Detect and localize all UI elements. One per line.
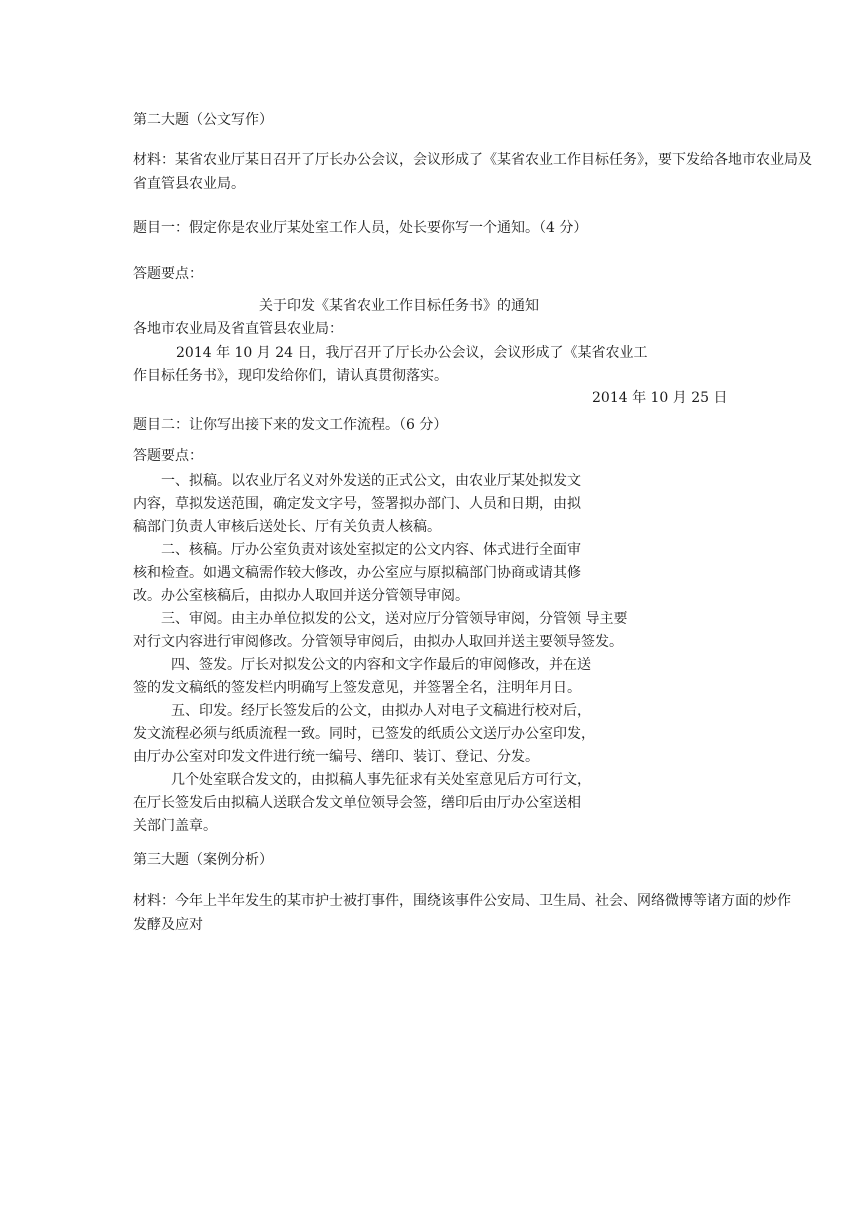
process-line: 签的发文稿纸的签发栏内明确写上签发意见，并签署全名，注明年月日。 bbox=[133, 680, 581, 696]
process-line: 四、签发。厅长对拟发公文的内容和文字作最后的审阅修改，并在送 bbox=[171, 657, 591, 673]
answer-label-1: 答题要点： bbox=[133, 266, 203, 282]
process-line: 一、拟稿。以农业厅名义对外发送的正式公文，由农业厅某处拟发文 bbox=[161, 473, 581, 489]
section-2-heading: 第二大题（公文写作） bbox=[133, 112, 273, 128]
notice-title: 关于印发《某省农业工作目标任务书》的通知 bbox=[259, 298, 539, 314]
section-2-material-line-1: 材料：某省农业厅某日召开了厅长办公会议，会议形成了《某省农业工作目标任务》，要下发给各地市农业局及 bbox=[133, 152, 812, 168]
process-line: 由厅办公室对印发文件进行统一编号、缮印、装订、登记、分发。 bbox=[133, 749, 539, 765]
process-line: 改。办公室核稿后，由拟办人取回并送分管领导审阅。 bbox=[133, 588, 469, 604]
question-1: 题目一：假定你是农业厅某处室工作人员，处长要你写一个通知。（4 分） bbox=[133, 220, 588, 236]
answer-label-2: 答题要点： bbox=[133, 448, 203, 464]
process-line: 内容，草拟发送范围，确定发文字号，签署拟办部门、人员和日期，由拟 bbox=[133, 496, 581, 512]
notice-body-line-1: 2014 年 10 月 24 日，我厅召开了厅长办公会议，会议形成了《某省农业工 bbox=[176, 345, 648, 361]
process-line: 关部门盖章。 bbox=[133, 818, 217, 834]
process-line: 核和检查。如遇文稿需作较大修改，办公室应与原拟稿部门协商或请其修 bbox=[133, 565, 581, 581]
section-3-material-line-1: 材料：今年上半年发生的某市护士被打事件，围绕该事件公安局、卫生局、社会、网络微博等诸方面的炒作 bbox=[133, 893, 791, 909]
section-3-heading: 第三大题（案例分析） bbox=[133, 852, 273, 868]
process-line: 发文流程必须与纸质流程一致。同时，已签发的纸质公文送厅办公室印发， bbox=[133, 726, 595, 742]
question-2: 题目二：让你写出接下来的发文工作流程。（6 分） bbox=[133, 417, 448, 433]
section-2-material-line-2: 省直管县农业局。 bbox=[133, 176, 245, 192]
process-line: 五、印发。经厅长签发后的公文，由拟办人对电子文稿进行校对后， bbox=[171, 703, 591, 719]
process-line: 在厅长签发后由拟稿人送联合发文单位领导会签，缮印后由厅办公室送相 bbox=[133, 795, 581, 811]
notice-date: 2014 年 10 月 25 日 bbox=[592, 390, 728, 406]
process-line: 三、审阅。由主办单位拟发的公文，送对应厅分管领导审阅，分管领 导主要 bbox=[161, 611, 628, 627]
process-line: 二、核稿。厅办公室负责对该处室拟定的公文内容、体式进行全面审 bbox=[161, 542, 581, 558]
section-3-material-line-2: 发酵及应对 bbox=[133, 917, 203, 933]
notice-recipient: 各地市农业局及省直管县农业局： bbox=[133, 321, 343, 337]
process-line: 稿部门负责人审核后送处长、厅有关负责人核稿。 bbox=[133, 519, 441, 535]
process-line: 对行文内容进行审阅修改。分管领导审阅后，由拟办人取回并送主要领导签发。 bbox=[133, 634, 623, 650]
process-line: 几个处室联合发文的，由拟稿人事先征求有关处室意见后方可行文， bbox=[171, 772, 591, 788]
notice-body-line-2: 作目标任务书》，现印发给你们，请认真贯彻落实。 bbox=[133, 368, 448, 384]
